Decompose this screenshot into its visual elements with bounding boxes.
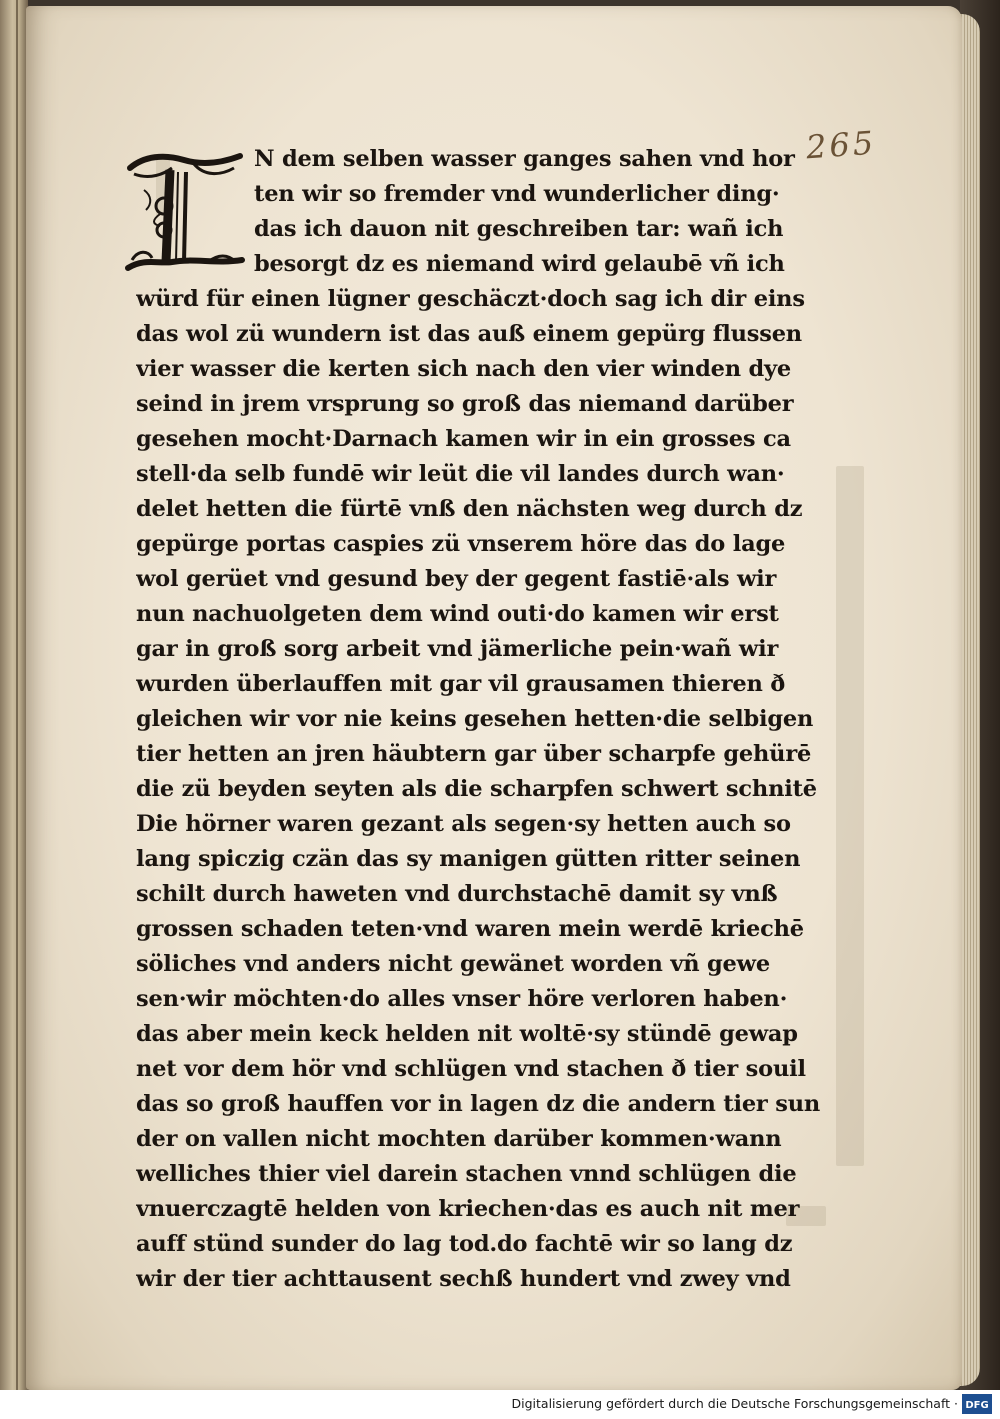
- text-line: das so groß hauffen vor in lagen dz die andern tier sun: [136, 1091, 821, 1117]
- text-line: vnuerczagtē helden von kriechen·das es auch nit mer: [136, 1196, 800, 1222]
- text-line: die zü beyden seyten als die scharpfen schwert schnitē: [136, 776, 817, 802]
- text-line: auff stünd sunder do lag tod.do fachtē wir so lang dz: [136, 1231, 793, 1257]
- text-line: stell·da selb fundē wir leüt die vil landes durch wan·: [136, 461, 785, 487]
- dfg-logo-icon[interactable]: [962, 1394, 992, 1414]
- text-line: net vor dem hör vnd schlügen vnd stachen ð tier souil: [136, 1056, 806, 1082]
- text-line: welliches thier viel darein stachen vnnd schlügen die: [136, 1161, 797, 1187]
- text-line: sen·wir möchten·do alles vnser höre verloren haben·: [136, 986, 788, 1012]
- text-line: gepürge portas caspies zü vnserem höre das do lage: [136, 531, 786, 557]
- footer-strip: [0, 1390, 1000, 1419]
- text-line: grossen schaden teten·vnd waren mein werdē kriechē: [136, 916, 804, 942]
- text-line: söliches vnd anders nicht gewänet worden vñ gewe: [136, 951, 770, 977]
- text-line: das ich dauon nit geschreiben tar: wañ ich: [254, 216, 784, 242]
- text-line: N dem selben wasser ganges sahen vnd hor: [254, 146, 795, 172]
- text-line: schilt durch haweten vnd durchstachē damit sy vnß: [136, 881, 778, 907]
- text-line: besorgt dz es niemand wird gelaubē vñ ich: [254, 251, 785, 277]
- text-line: ten wir so fremder vnd wunderlicher ding·: [254, 181, 780, 207]
- text-line: das aber mein keck helden nit woltē·sy stündē gewap: [136, 1021, 798, 1047]
- text-line: gar in groß sorg arbeit vnd jämerliche pein·wañ wir: [136, 636, 779, 662]
- text-line: der on vallen nicht mochten darüber kommen·wann: [136, 1126, 782, 1152]
- text-line: wir der tier achttausent sechß hundert vnd zwey vnd: [136, 1266, 791, 1292]
- text-line: tier hetten an jren häubtern gar über scharpfe gehürē: [136, 741, 812, 767]
- text-line: delet hetten die fürtē vnß den nächsten weg durch dz: [136, 496, 803, 522]
- text-line: das wol zü wundern ist das auß einem gepürg flussen: [136, 321, 802, 347]
- page-stain: [836, 466, 864, 1166]
- footer-credit: Digitalisierung gefördert durch die Deutsche Forschungsgemeinschaft ·: [511, 1396, 958, 1411]
- text-line: gleichen wir vor nie keins gesehen hetten·die selbigen: [136, 706, 814, 732]
- text-line: lang spiczig czän das sy manigen gütten ritter seinen: [136, 846, 801, 872]
- text-line: seind in jrem vrsprung so groß das niemand darüber: [136, 391, 794, 417]
- text-line: würd für einen lügner geschäczt·doch sag ich dir eins: [136, 286, 805, 312]
- text-line: vier wasser die kerten sich nach den vier winden dye: [136, 356, 792, 382]
- text-block: [136, 142, 836, 1297]
- text-line: gesehen mocht·Darnach kamen wir in ein grosses ca: [136, 426, 791, 452]
- text-line: wol gerüet vnd gesund bey der gegent fastiē·als wir: [136, 566, 777, 592]
- text-line: wurden überlauffen mit gar vil grausamen thieren ð: [136, 671, 786, 697]
- left-page-edge: [0, 0, 28, 1390]
- folio-number: 265: [804, 123, 878, 167]
- binding-line: [16, 0, 18, 1390]
- dfg-logo-text: DFG: [965, 1400, 989, 1411]
- text-line: nun nachuolgeten dem wind outi·do kamen wir erst: [136, 601, 779, 627]
- text-line: Die hörner waren gezant als segen·sy hetten auch so: [136, 811, 791, 837]
